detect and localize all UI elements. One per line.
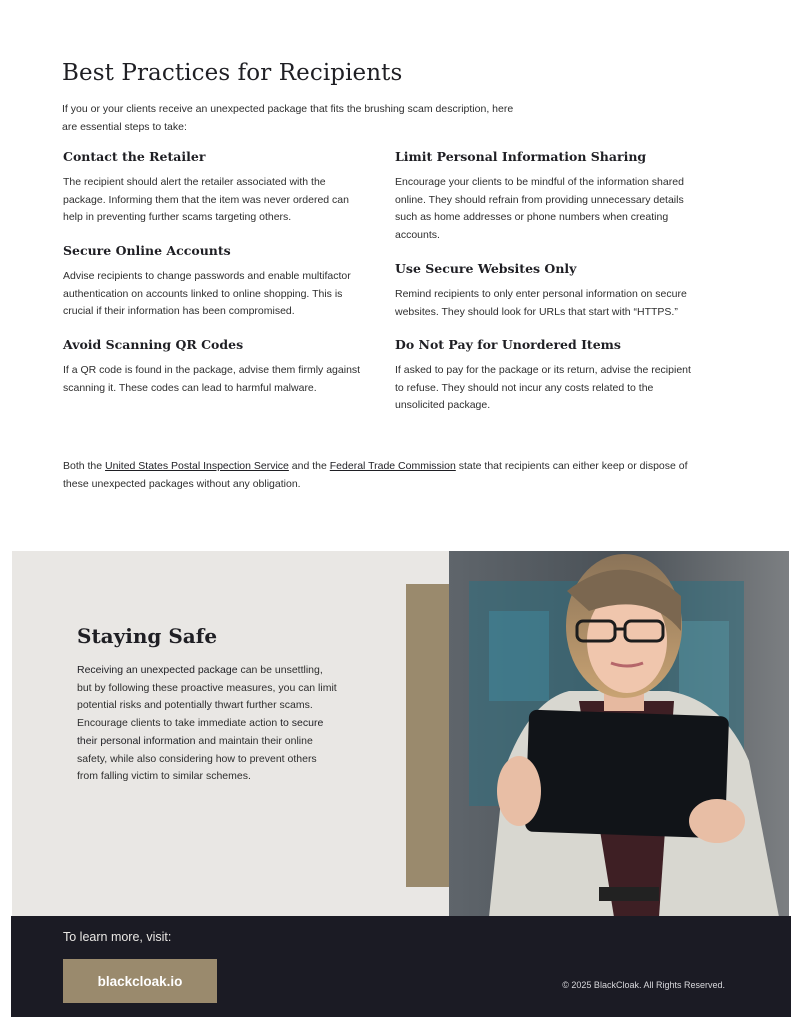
section-body: Advise recipients to change passwords and enable multifactor authentication on accounts linked to online shopping. This is crucial if their information has been compromised. [63,270,351,318]
woman-with-tablet-photo [449,551,789,917]
section-body: Remind recipients to only enter personal information on secure websites. They should look for URLs that start with “HTTPS.” [395,288,687,318]
section-unordered-items [395,336,695,415]
section-secure-accounts [63,242,363,321]
highlight-text: Receiving an unexpected package [77,664,238,676]
section-heading: Avoid Scanning QR Codes [63,337,244,352]
section-heading: Secure Online Accounts [63,243,231,258]
section-heading: Use Secure Websites Only [395,261,577,276]
section-heading: Limit Personal Information Sharing [395,149,647,164]
note-text: Both the [63,460,106,472]
highlight-text: to secure their personal information [77,717,324,747]
section-heading: Contact the Retailer [63,149,206,164]
page-title: Best Practices for Recipients [62,60,403,86]
section-heading: Do Not Pay for Unordered Items [395,337,621,352]
note-text: state that recipients can either keep or dispose of these unexpected packages without any obligation. [63,460,688,490]
section-avoid-qr [63,336,363,397]
website-link-button[interactable]: blackcloak.io [63,959,217,1003]
section-secure-websites [395,260,695,321]
learn-more-text: To learn more, visit: [63,930,172,944]
obligation-note [63,457,713,493]
body-text: and maintain their online safety, while also considering how to prevent others from falling victim to similar schemes. [77,734,317,783]
section-body: Encourage your clients to be mindful of the information shared online. They should refrain from providing unnecessary details such as home addresses or phone numbers when creating accounts. [395,176,684,242]
ftc-link[interactable]: Federal Trade Commission [329,460,456,472]
intro-text: If you or your clients receive an unexpected package that fits the brushing scam description, here are essential steps to take: [62,103,514,133]
section-body: If asked to pay for the package or its return, advise the recipient to refuse. They should not incur any costs related to the unsolicited package. [395,364,691,412]
body-text: can be unsettling, but by following these proactive measures, you can limit potential risks and potentially thwart further scams. Encourage clients to take immediate action [77,664,337,730]
section-limit-info [395,148,695,245]
accent-bar [406,584,449,887]
note-text: and the [288,460,330,472]
usps-inspection-link[interactable]: United States Postal Inspection Service [105,460,289,472]
copyright-text: © 2025 BlackCloak. All Rights Reserved. [562,980,725,990]
section-body: The recipient should alert the retailer associated with the package. Informing them that the item was never ordered can help in preventing further scams targeting others. [63,176,349,224]
staying-safe-title: Staying Safe [77,624,218,648]
staying-safe-text [77,662,337,786]
section-contact-retailer [63,148,363,227]
section-body: If a QR code is found in the package, advise them firmly against scanning it. These codes can lead to harmful malware. [63,364,361,394]
